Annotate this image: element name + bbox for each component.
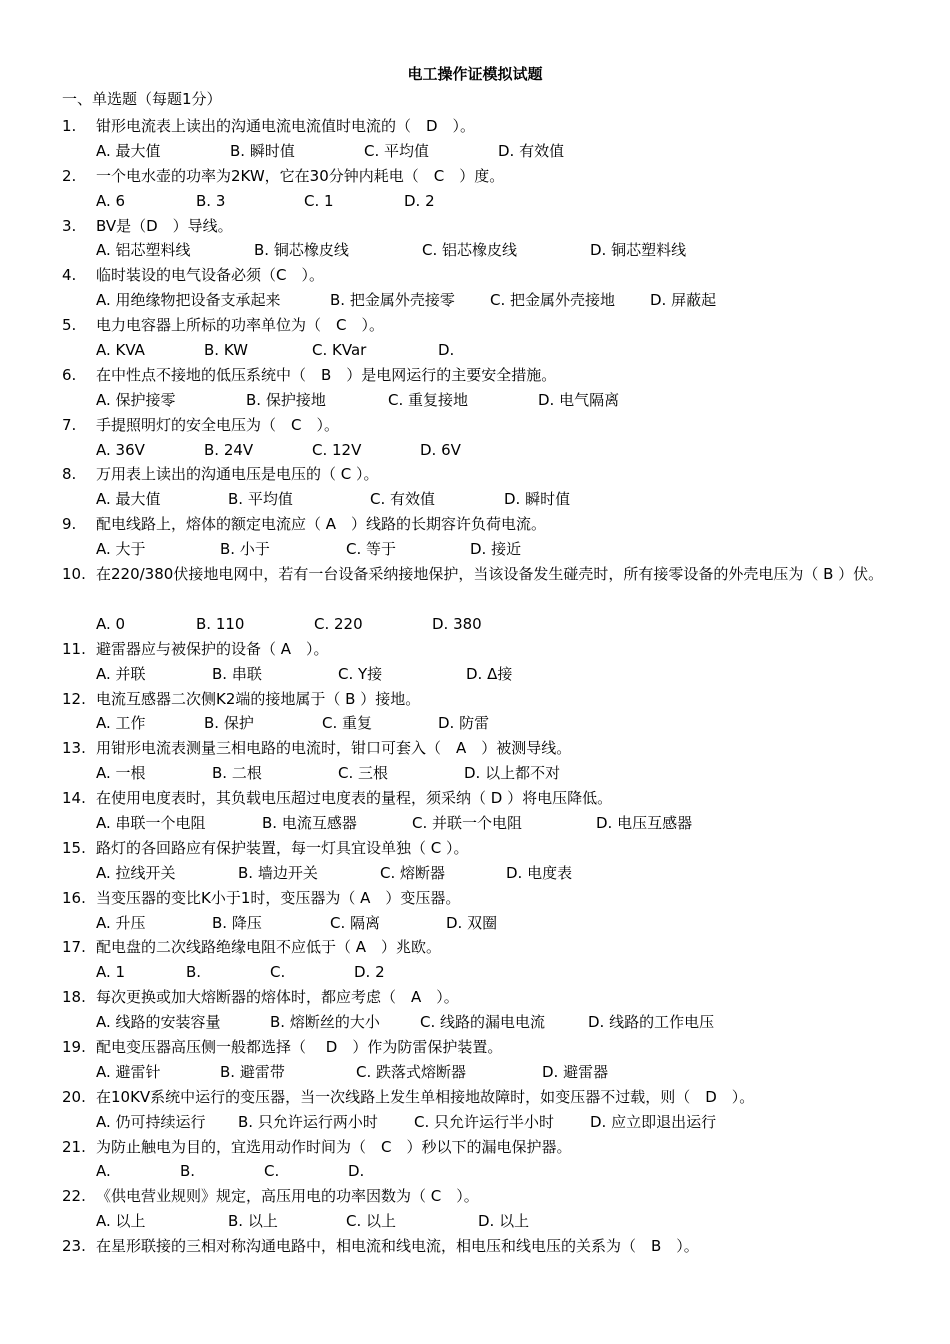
question-item [0, 313, 950, 363]
question-stem: 在10KV系统中运行的变压器，当一次线路上发生单相接地故障时，如变压器不过载，则（ D ）。 [96, 1087, 755, 1106]
answer-option: C. 重复 [322, 714, 373, 733]
answer-options [96, 861, 632, 886]
question-stem: 电力电容器上所标的功率单位为（ C ）。 [96, 316, 384, 335]
question-stem: 配电变压器高压侧一般都选择（ D ）作为防雷保护装置。 [96, 1037, 503, 1056]
answer-option: D. 防雷 [438, 714, 490, 733]
question-item [0, 214, 950, 264]
question-number: 17. [62, 938, 86, 957]
options-line [0, 960, 950, 985]
question-item [0, 935, 950, 985]
question-line [0, 935, 950, 960]
answer-option: A. 以上 [96, 1212, 146, 1231]
answer-option: A. 36V [96, 440, 145, 459]
question-line [0, 736, 950, 761]
answer-option: D. 应立即退出运行 [590, 1112, 717, 1131]
answer-option: B. 二根 [212, 764, 262, 783]
answer-option: C. 线路的漏电电流 [420, 1013, 546, 1032]
answer-options [96, 811, 746, 836]
answer-option: B. 小于 [220, 540, 270, 559]
question-number: 5. [62, 316, 77, 335]
options-line [0, 711, 950, 736]
question-line [0, 1234, 950, 1259]
question-stem: 手提照明灯的安全电压为（ C ）。 [96, 415, 339, 434]
question-line [0, 114, 950, 139]
question-stem: 在星形联接的三相对称沟通电路中，相电流和线电流，相电压和线电压的关系为（ B ）。 [96, 1237, 699, 1256]
answer-option: A. 一根 [96, 764, 146, 783]
answer-option: B. 把金属外壳接零 [330, 291, 455, 310]
question-stem: 避雷器应与被保护的设备（ A ）。 [96, 639, 329, 658]
answer-options [96, 911, 562, 936]
question-item [0, 687, 950, 737]
answer-option: B. 电流互感器 [262, 813, 357, 832]
question-number: 15. [62, 838, 86, 857]
answer-option: B. 110 [196, 614, 245, 633]
answer-option: B. [180, 1162, 196, 1181]
question-number: 8. [62, 465, 77, 484]
question-line [0, 1184, 950, 1209]
question-stem: 《供电营业规则》规定，高压用电的功率因数为（ C ）。 [96, 1187, 479, 1206]
question-line [0, 512, 950, 537]
question-line [0, 886, 950, 911]
question-item [0, 1234, 950, 1259]
question-number: 14. [62, 789, 86, 808]
question-item [0, 736, 950, 786]
question-line [0, 413, 950, 438]
answer-option: D. 双圈 [446, 913, 498, 932]
options-line [0, 1010, 950, 1035]
answer-option: A. 升压 [96, 913, 146, 932]
question-item [0, 1085, 950, 1135]
options-line [0, 861, 950, 886]
answer-option: A. 1 [96, 963, 126, 982]
answer-option: C. 有效值 [370, 490, 436, 509]
question-number: 18. [62, 988, 86, 1007]
answer-options [96, 139, 632, 164]
answer-options [96, 1010, 756, 1035]
options-line [0, 911, 950, 936]
question-number: 16. [62, 888, 86, 907]
question-line [0, 214, 950, 239]
question-stem: 钳形电流表上读出的沟通电流电流值时电流的（ D ）。 [96, 117, 476, 135]
answer-option: C. Y接 [338, 664, 383, 683]
answer-option: B. 3 [196, 191, 226, 210]
options-line [0, 662, 950, 687]
answer-option: C. 跌落式熔断器 [356, 1062, 467, 1081]
question-stem: 万用表上读出的沟通电压是电压的（ C ）。 [96, 465, 379, 484]
question-line [0, 164, 950, 189]
options-line [0, 1159, 950, 1184]
answer-option: B. 瞬时值 [230, 141, 295, 160]
answer-option: A. 铝芯塑料线 [96, 241, 191, 260]
answer-option: B. 以上 [228, 1212, 278, 1231]
question-item [0, 164, 950, 214]
question-number: 12. [62, 689, 86, 708]
answer-option: C. 等于 [346, 540, 397, 559]
answer-option: D. 以上都不对 [464, 764, 561, 783]
question-number: 21. [62, 1137, 86, 1156]
question-stem: 一个电水壶的功率为2KW，它在30分钟内耗电（ C ）度。 [96, 166, 505, 185]
answer-option: D. 电度表 [506, 863, 573, 882]
question-stem: 配电线路上，熔体的额定电流应（ A ）线路的长期容许负荷电流。 [96, 515, 547, 534]
question-line [0, 363, 950, 388]
answer-option: C. KVar [312, 341, 367, 360]
question-stem: 路灯的各回路应有保护装置，每一灯具宜设单独（ C ）。 [96, 838, 469, 857]
question-line [0, 313, 950, 338]
options-line [0, 139, 950, 164]
answer-options [96, 487, 638, 512]
question-stem: 在220/380伏接地电网中，若有一台设备采纳接地保护，当该设备发生碰壳时，所有接零设备的外壳电压为（ B ）伏。 [96, 565, 884, 584]
answer-option: A. [96, 1162, 111, 1181]
question-item [0, 562, 950, 637]
answer-option: B. 保护接地 [246, 390, 326, 409]
options-line [0, 761, 950, 786]
question-number: 1. [62, 117, 77, 135]
question-line [0, 462, 950, 487]
answer-option: B. 熔断丝的大小 [270, 1013, 380, 1032]
answer-option: B. 保护 [204, 714, 254, 733]
options-line [0, 338, 950, 363]
answer-option: C. 1 [304, 191, 334, 210]
answer-option: B. 墙边开关 [238, 863, 318, 882]
question-item [0, 363, 950, 413]
question-number: 19. [62, 1037, 86, 1056]
question-stem: 临时装设的电气设备必须（C ）。 [96, 266, 324, 285]
answer-option: C. [270, 963, 286, 982]
answer-option: D. [348, 1162, 365, 1181]
question-stem: BV是（D ）导线。 [96, 216, 233, 235]
answer-option: A. KVA [96, 341, 145, 360]
answer-option: C. [264, 1162, 280, 1181]
answer-options [96, 438, 528, 463]
answer-option: A. 仍可持续运行 [96, 1112, 206, 1131]
answer-options [96, 388, 688, 413]
answer-options [96, 238, 758, 263]
answer-option: C. 铝芯橡皮线 [422, 241, 518, 260]
question-item [0, 114, 950, 164]
answer-option: B. [186, 963, 202, 982]
answer-option: D. 2 [404, 191, 435, 210]
answer-option: C. 以上 [346, 1212, 397, 1231]
question-item [0, 263, 950, 313]
answer-options [96, 1110, 750, 1135]
question-stem: 配电盘的二次线路绝缘电阻不应低于（ A ）兆欧。 [96, 938, 442, 957]
options-line [0, 1060, 950, 1085]
question-item [0, 637, 950, 687]
question-item [0, 1184, 950, 1234]
answer-option: B. 24V [204, 440, 254, 459]
question-item [0, 1035, 950, 1085]
question-number: 11. [62, 639, 86, 658]
answer-option: B. 避雷带 [220, 1062, 285, 1081]
options-line [0, 537, 950, 562]
question-number: 6. [62, 365, 77, 384]
question-line [0, 1085, 950, 1110]
answer-option: D. 有效值 [498, 141, 565, 160]
question-stem: 电流互感器二次侧K2端的接地属于（ B ）接地。 [96, 689, 421, 708]
question-item [0, 1135, 950, 1185]
answer-option: B. KW [204, 341, 248, 360]
answer-option: D. 线路的工作电压 [588, 1013, 715, 1032]
answer-option: D. 电压互感器 [596, 813, 693, 832]
options-line [0, 612, 950, 637]
question-item [0, 512, 950, 562]
question-stem: 当变压器的变比K小于1时，变压器为（ A ）变压器。 [96, 888, 461, 907]
answer-option: C. 平均值 [364, 141, 430, 160]
answer-option: D. 避雷器 [542, 1062, 609, 1081]
options-line [0, 811, 950, 836]
question-number: 20. [62, 1087, 86, 1106]
answer-option: A. 线路的安装容量 [96, 1013, 221, 1032]
question-stem: 在中性点不接地的低压系统中（ B ）是电网运行的主要安全措施。 [96, 365, 557, 384]
question-item [0, 413, 950, 463]
question-item [0, 886, 950, 936]
answer-options [96, 537, 594, 562]
answer-options [96, 960, 438, 985]
answer-options [96, 1060, 676, 1085]
answer-option: C. 只允许运行半小时 [414, 1112, 555, 1131]
answer-option: D. Δ接 [466, 664, 513, 683]
question-line [0, 687, 950, 712]
options-line [0, 388, 950, 413]
answer-option: C. 熔断器 [380, 863, 446, 882]
question-number: 2. [62, 166, 77, 185]
question-line [0, 985, 950, 1010]
answer-option: D. 电气隔离 [538, 390, 620, 409]
answer-option: C. 220 [314, 614, 363, 633]
answer-options [96, 612, 550, 637]
answer-option: C. 把金属外壳接地 [490, 291, 616, 310]
question-line [0, 836, 950, 861]
answer-option: A. 保护接零 [96, 390, 176, 409]
question-line [0, 263, 950, 288]
answer-option: A. 最大值 [96, 490, 161, 509]
question-number: 7. [62, 415, 77, 434]
question-number: 3. [62, 216, 77, 235]
answer-option: A. 用绝缘物把设备支承起来 [96, 291, 281, 310]
answer-option: A. 0 [96, 614, 126, 633]
question-item [0, 836, 950, 886]
answer-option: A. 避雷针 [96, 1062, 161, 1081]
question-line [0, 562, 950, 612]
options-line [0, 487, 950, 512]
options-line [0, 438, 950, 463]
options-line [0, 238, 950, 263]
answer-option: A. 串联一个电阻 [96, 813, 206, 832]
answer-option: B. 平均值 [228, 490, 293, 509]
question-line [0, 1135, 950, 1160]
question-line [0, 637, 950, 662]
answer-option: A. 并联 [96, 664, 146, 683]
question-number: 9. [62, 515, 77, 534]
answer-options [96, 1159, 432, 1184]
answer-option: B. 只允许运行两小时 [238, 1112, 378, 1131]
answer-option: A. 工作 [96, 714, 146, 733]
options-line [0, 1209, 950, 1234]
answer-option: D. 接近 [470, 540, 522, 559]
document-title: 电工操作证模拟试题 [407, 65, 543, 83]
question-line [0, 786, 950, 811]
question-stem: 每次更换或加大熔断器的熔体时，都应考虑（ A ）。 [96, 988, 459, 1007]
answer-option: A. 大于 [96, 540, 146, 559]
answer-option: C. 并联一个电阻 [412, 813, 523, 832]
answer-options [96, 662, 594, 687]
answer-options [96, 189, 504, 214]
answer-options [96, 338, 498, 363]
answer-option: D. 铜芯塑料线 [590, 241, 687, 260]
question-number: 23. [62, 1237, 86, 1256]
answer-options [96, 711, 554, 736]
question-stem: 用钳形电流表测量三相电路的电流时，钳口可套入（ A ）被测导线。 [96, 739, 572, 758]
answer-options [96, 1209, 610, 1234]
answer-option: C. 重复接地 [388, 390, 469, 409]
answer-options [96, 288, 770, 313]
question-number: 22. [62, 1187, 86, 1206]
question-list [0, 114, 950, 1259]
question-number: 10. [62, 565, 86, 584]
answer-option: A. 最大值 [96, 141, 161, 160]
answer-option: C. 12V [312, 440, 362, 459]
options-line [0, 189, 950, 214]
answer-option: D. 屏蔽起 [650, 291, 717, 310]
answer-option: D. 380 [432, 614, 482, 633]
answer-option: D. 6V [420, 440, 461, 459]
answer-option: B. 降压 [212, 913, 262, 932]
question-number: 4. [62, 266, 77, 285]
question-item [0, 985, 950, 1035]
answer-option: A. 拉线开关 [96, 863, 176, 882]
question-item [0, 786, 950, 836]
question-number: 13. [62, 739, 86, 758]
answer-option: B. 铜芯橡皮线 [254, 241, 349, 260]
section-heading: 一、单选题（每题1分） [62, 90, 222, 108]
question-stem: 在使用电度表时，其负载电压超过电度表的量程，须采纳（ D ）将电压降低。 [96, 789, 613, 808]
answer-option: A. 6 [96, 191, 126, 210]
answer-option: D. 瞬时值 [504, 490, 571, 509]
answer-option: D. 2 [354, 963, 385, 982]
options-line [0, 1110, 950, 1135]
answer-option: D. 以上 [478, 1212, 530, 1231]
answer-options [96, 761, 614, 786]
options-line [0, 288, 950, 313]
question-line [0, 1035, 950, 1060]
answer-option: B. 串联 [212, 664, 262, 683]
question-stem: 为防止触电为目的，宜选用动作时间为（ C ）秒以下的漏电保护器。 [96, 1137, 572, 1156]
answer-option: D. [438, 341, 455, 360]
question-item [0, 462, 950, 512]
answer-option: C. 三根 [338, 764, 389, 783]
answer-option: C. 隔离 [330, 913, 381, 932]
